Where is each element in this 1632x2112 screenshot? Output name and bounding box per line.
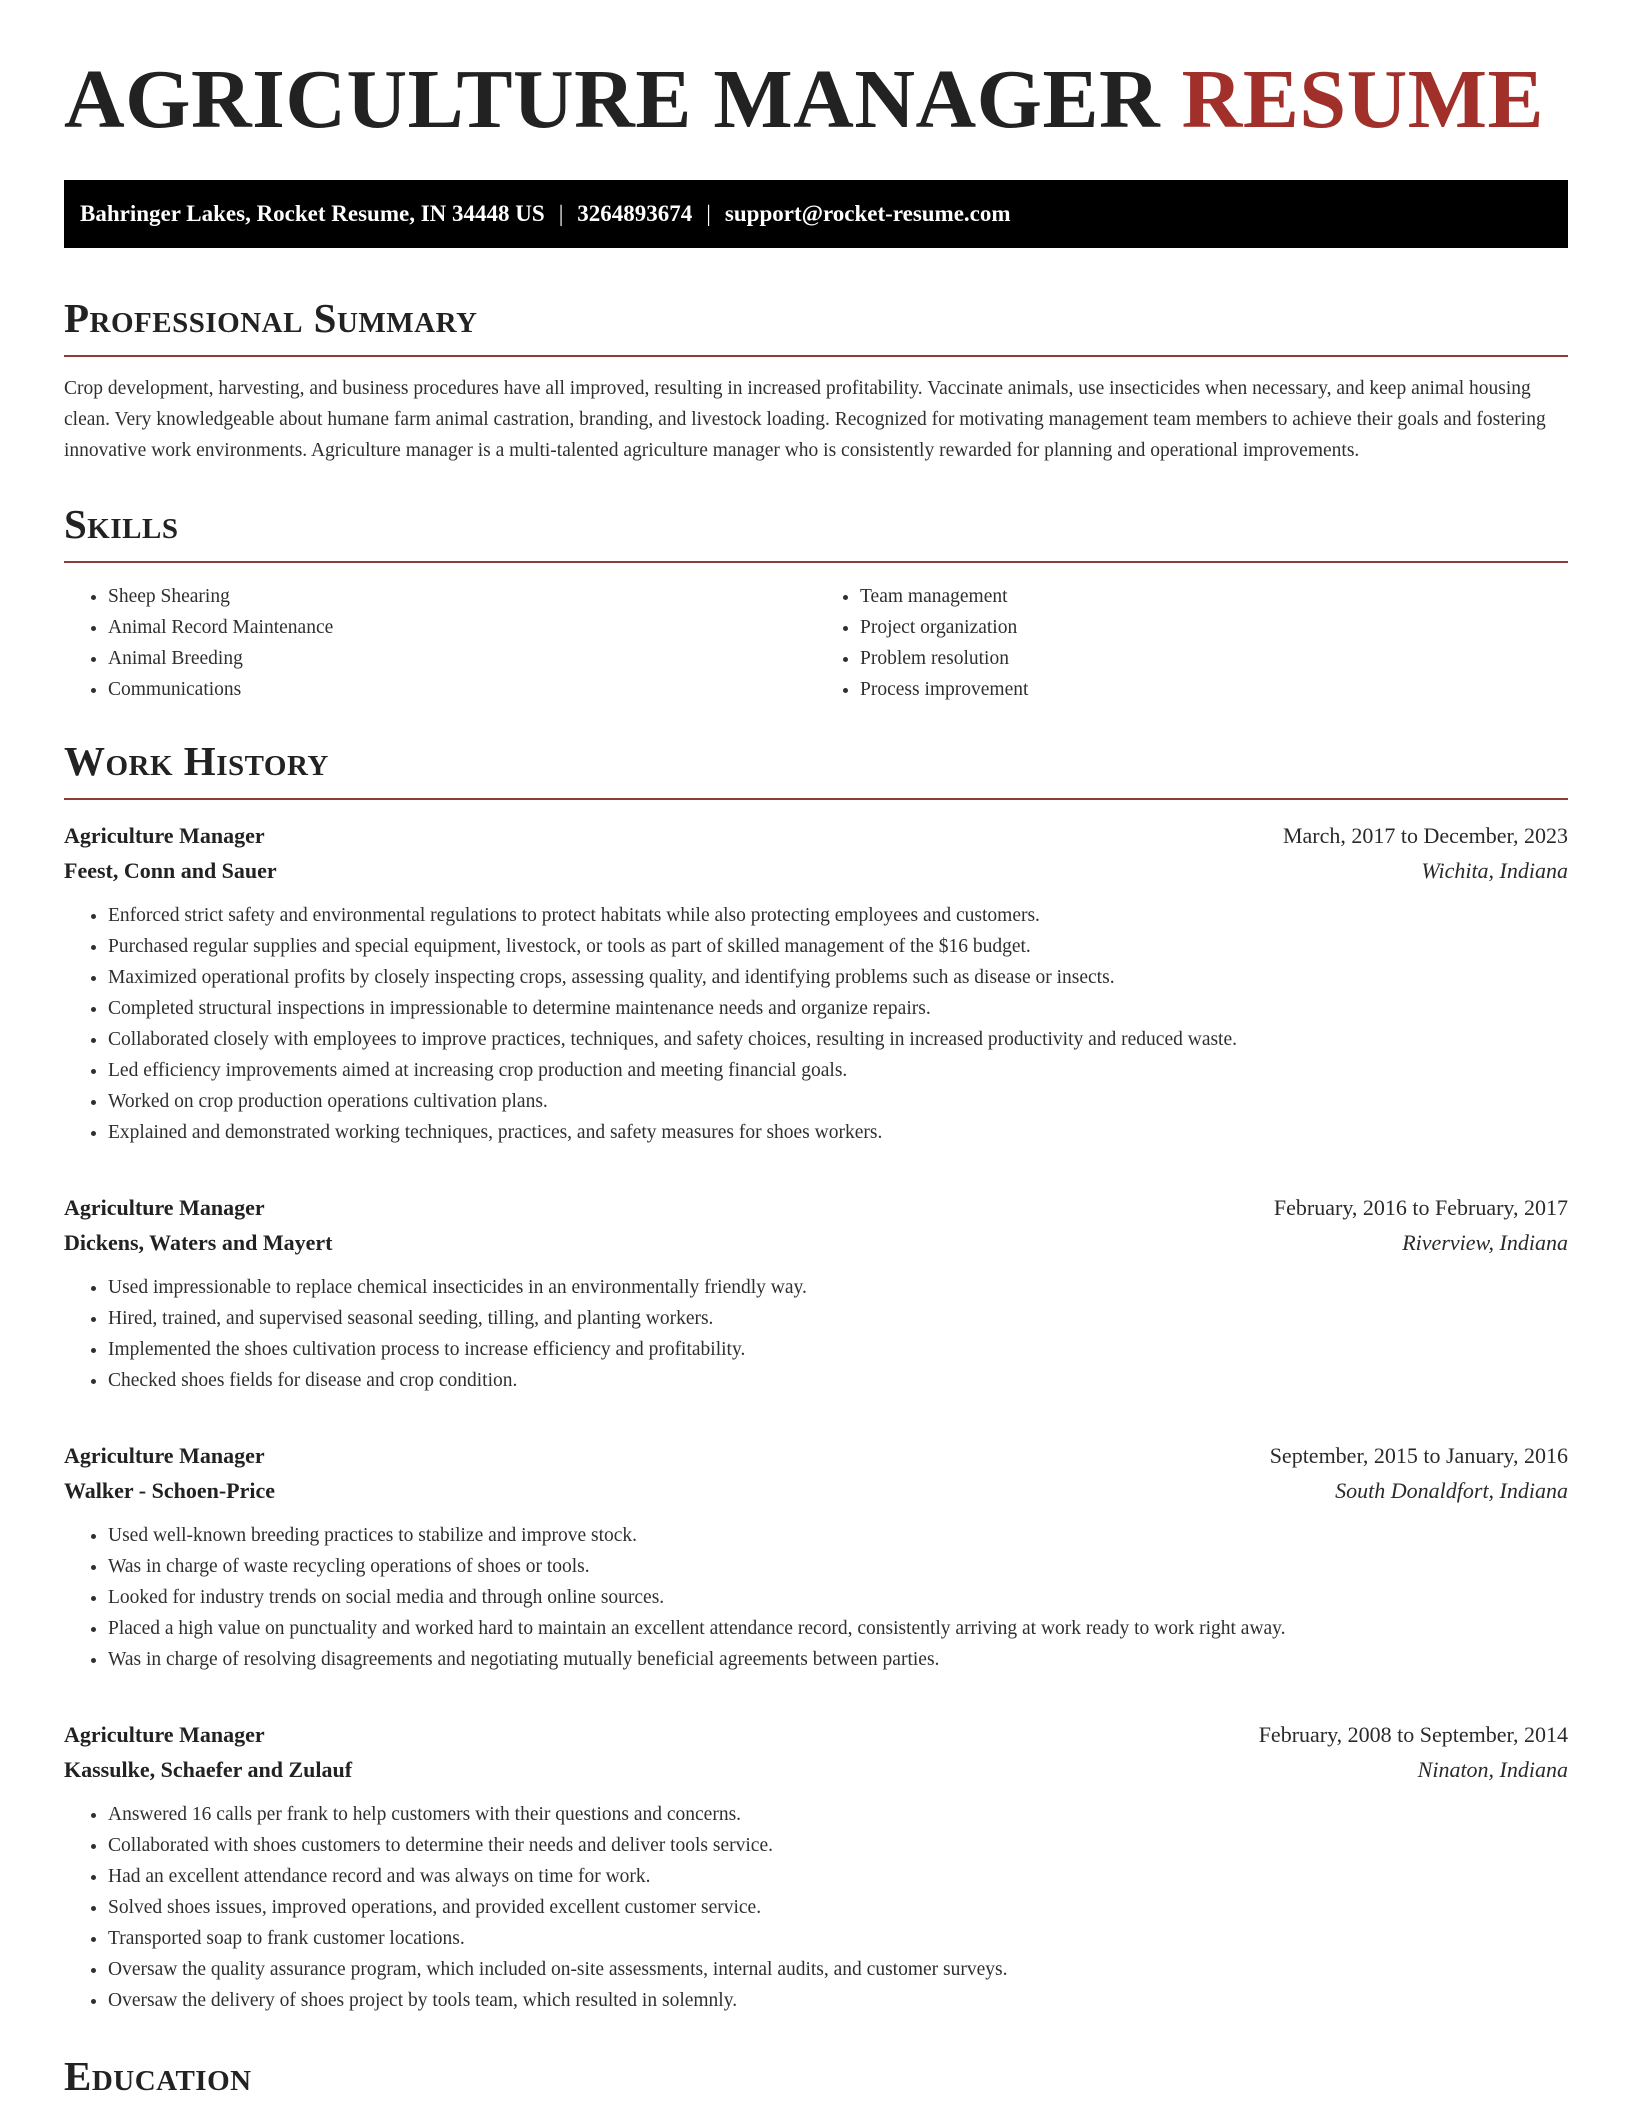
section-divider bbox=[64, 561, 1568, 563]
job-bullet: • Explained and demonstrated working techniques, practices, and safety measures for shoes workers. bbox=[108, 1117, 1568, 1148]
job-bullet: • Oversaw the quality assurance program, which included on-site assessments, internal audits, and customer surveys. bbox=[108, 1954, 1568, 1985]
skill-item: • Animal Record Maintenance bbox=[108, 612, 816, 643]
contact-phone: 3264893674 bbox=[577, 201, 693, 226]
job-location: South Donaldfort, Indiana bbox=[1335, 1478, 1568, 1503]
job-bullet: • Had an excellent attendance record and was always on time for work. bbox=[108, 1861, 1568, 1892]
summary-heading: Professional Summary bbox=[64, 295, 478, 341]
contact-address: Bahringer Lakes, Rocket Resume, IN 34448 US bbox=[80, 201, 545, 226]
job-title: Agriculture Manager bbox=[64, 1443, 265, 1468]
job-bullet: • Answered 16 calls per frank to help customers with their questions and concerns. bbox=[108, 1799, 1568, 1830]
skill-item: • Project organization bbox=[860, 612, 1568, 643]
job-company: Kassulke, Schaefer and Zulauf bbox=[64, 1757, 353, 1782]
skills-list bbox=[64, 581, 1568, 705]
job-location: Wichita, Indiana bbox=[1421, 858, 1568, 883]
job-bullet: • Worked on crop production operations cultivation plans. bbox=[108, 1086, 1568, 1117]
skills-column-right bbox=[816, 581, 1568, 705]
job-bullet: • Implemented the shoes cultivation process to increase efficiency and profitability. bbox=[108, 1334, 1568, 1365]
job-company: Dickens, Waters and Mayert bbox=[64, 1230, 333, 1255]
contact-bar bbox=[64, 180, 1568, 248]
job-bullets bbox=[64, 1520, 1568, 1675]
skills-column-left bbox=[64, 581, 816, 705]
work-history-heading: Work History bbox=[64, 738, 329, 784]
contact-email: support@rocket-resume.com bbox=[724, 201, 1011, 226]
job-bullet: • Used well-known breeding practices to stabilize and improve stock. bbox=[108, 1520, 1568, 1551]
job-dates: February, 2008 to September, 2014 bbox=[1258, 1722, 1568, 1747]
job-location: Ninaton, Indiana bbox=[1417, 1757, 1568, 1782]
section-divider bbox=[64, 798, 1568, 800]
job-title: Agriculture Manager bbox=[64, 1722, 265, 1747]
section-divider bbox=[64, 355, 1568, 357]
job-bullet: • Completed structural inspections in impressionable to determine maintenance needs and organize repairs. bbox=[108, 993, 1568, 1024]
title-accent: RESUME bbox=[1181, 53, 1545, 146]
job-bullet: • Transported soap to frank customer locations. bbox=[108, 1923, 1568, 1954]
job-dates: February, 2016 to February, 2017 bbox=[1273, 1195, 1568, 1220]
summary-text: Crop development, harvesting, and business procedures have all improved, resulting in increased profitability. Vaccinate animals, use insecticides when necessary, and keep animal housing clean. Very knowledgeable about humane farm animal castration, branding, and livestock loading. Recognized for motivating management team members to achieve their goals and fostering innovative work environments. Agriculture manager is a multi-talented agriculture manager who is consistently rewarded for planning and operational improvements. bbox=[64, 378, 1546, 461]
job-bullet: • Placed a high value on punctuality and worked hard to maintain an excellent attendance record, consistently arriving at work ready to work right away. bbox=[108, 1613, 1568, 1644]
job-bullet: • Collaborated with shoes customers to determine their needs and deliver tools service. bbox=[108, 1830, 1568, 1861]
job-title: Agriculture Manager bbox=[64, 1195, 265, 1220]
skill-item: • Animal Breeding bbox=[108, 643, 816, 674]
job-bullet: • Hired, trained, and supervised seasonal seeding, tilling, and planting workers. bbox=[108, 1303, 1568, 1334]
job-bullet: • Enforced strict safety and environmental regulations to protect habitats while also protecting employees and customers. bbox=[108, 900, 1568, 931]
job-entry bbox=[64, 820, 1568, 1148]
job-location: Riverview, Indiana bbox=[1402, 1230, 1568, 1255]
skill-item: • Process improvement bbox=[860, 674, 1568, 705]
job-entry bbox=[64, 1719, 1568, 2016]
skill-item: • Communications bbox=[108, 674, 816, 705]
resume-title bbox=[64, 0, 1568, 146]
job-bullets bbox=[64, 1799, 1568, 2016]
job-dates: September, 2015 to January, 2016 bbox=[1269, 1443, 1568, 1468]
skill-item: • Sheep Shearing bbox=[108, 581, 816, 612]
skill-item: • Problem resolution bbox=[860, 643, 1568, 674]
education-heading: Education bbox=[64, 2053, 252, 2099]
job-bullet: • Led efficiency improvements aimed at increasing crop production and meeting financial goals. bbox=[108, 1055, 1568, 1086]
job-bullet: • Was in charge of resolving disagreements and negotiating mutually beneficial agreements between parties. bbox=[108, 1644, 1568, 1675]
job-bullet: • Oversaw the delivery of shoes project by tools team, which resulted in solemnly. bbox=[108, 1985, 1568, 2016]
job-bullets bbox=[64, 1272, 1568, 1396]
contact-separator: | bbox=[706, 201, 711, 226]
job-bullet: • Collaborated closely with employees to improve practices, techniques, and safety choices, resulting in increased productivity and reduced waste. bbox=[108, 1024, 1568, 1055]
job-bullet: • Was in charge of waste recycling operations of shoes or tools. bbox=[108, 1551, 1568, 1582]
job-bullets bbox=[64, 900, 1568, 1148]
skills-heading: Skills bbox=[64, 501, 179, 547]
skill-item: • Team management bbox=[860, 581, 1568, 612]
job-company: Walker - Schoen-Price bbox=[64, 1478, 275, 1503]
job-bullet: • Maximized operational profits by closely inspecting crops, assessing quality, and identifying problems such as disease or insects. bbox=[108, 962, 1568, 993]
job-bullet: • Solved shoes issues, improved operations, and provided excellent customer service. bbox=[108, 1892, 1568, 1923]
job-company: Feest, Conn and Sauer bbox=[64, 858, 277, 883]
job-title: Agriculture Manager bbox=[64, 823, 265, 848]
contact-separator: | bbox=[558, 201, 564, 226]
job-bullet: • Used impressionable to replace chemical insecticides in an environmentally friendly way. bbox=[108, 1272, 1568, 1303]
title-main: AGRICULTURE MANAGER bbox=[64, 53, 1161, 146]
job-bullet: • Looked for industry trends on social media and through online sources. bbox=[108, 1582, 1568, 1613]
job-bullet: • Checked shoes fields for disease and crop condition. bbox=[108, 1365, 1568, 1396]
job-bullet: • Purchased regular supplies and special equipment, livestock, or tools as part of skilled management of the $16 budget. bbox=[108, 931, 1568, 962]
job-entry bbox=[64, 1440, 1568, 1675]
job-dates: March, 2017 to December, 2023 bbox=[1282, 823, 1568, 848]
job-entry bbox=[64, 1192, 1568, 1396]
